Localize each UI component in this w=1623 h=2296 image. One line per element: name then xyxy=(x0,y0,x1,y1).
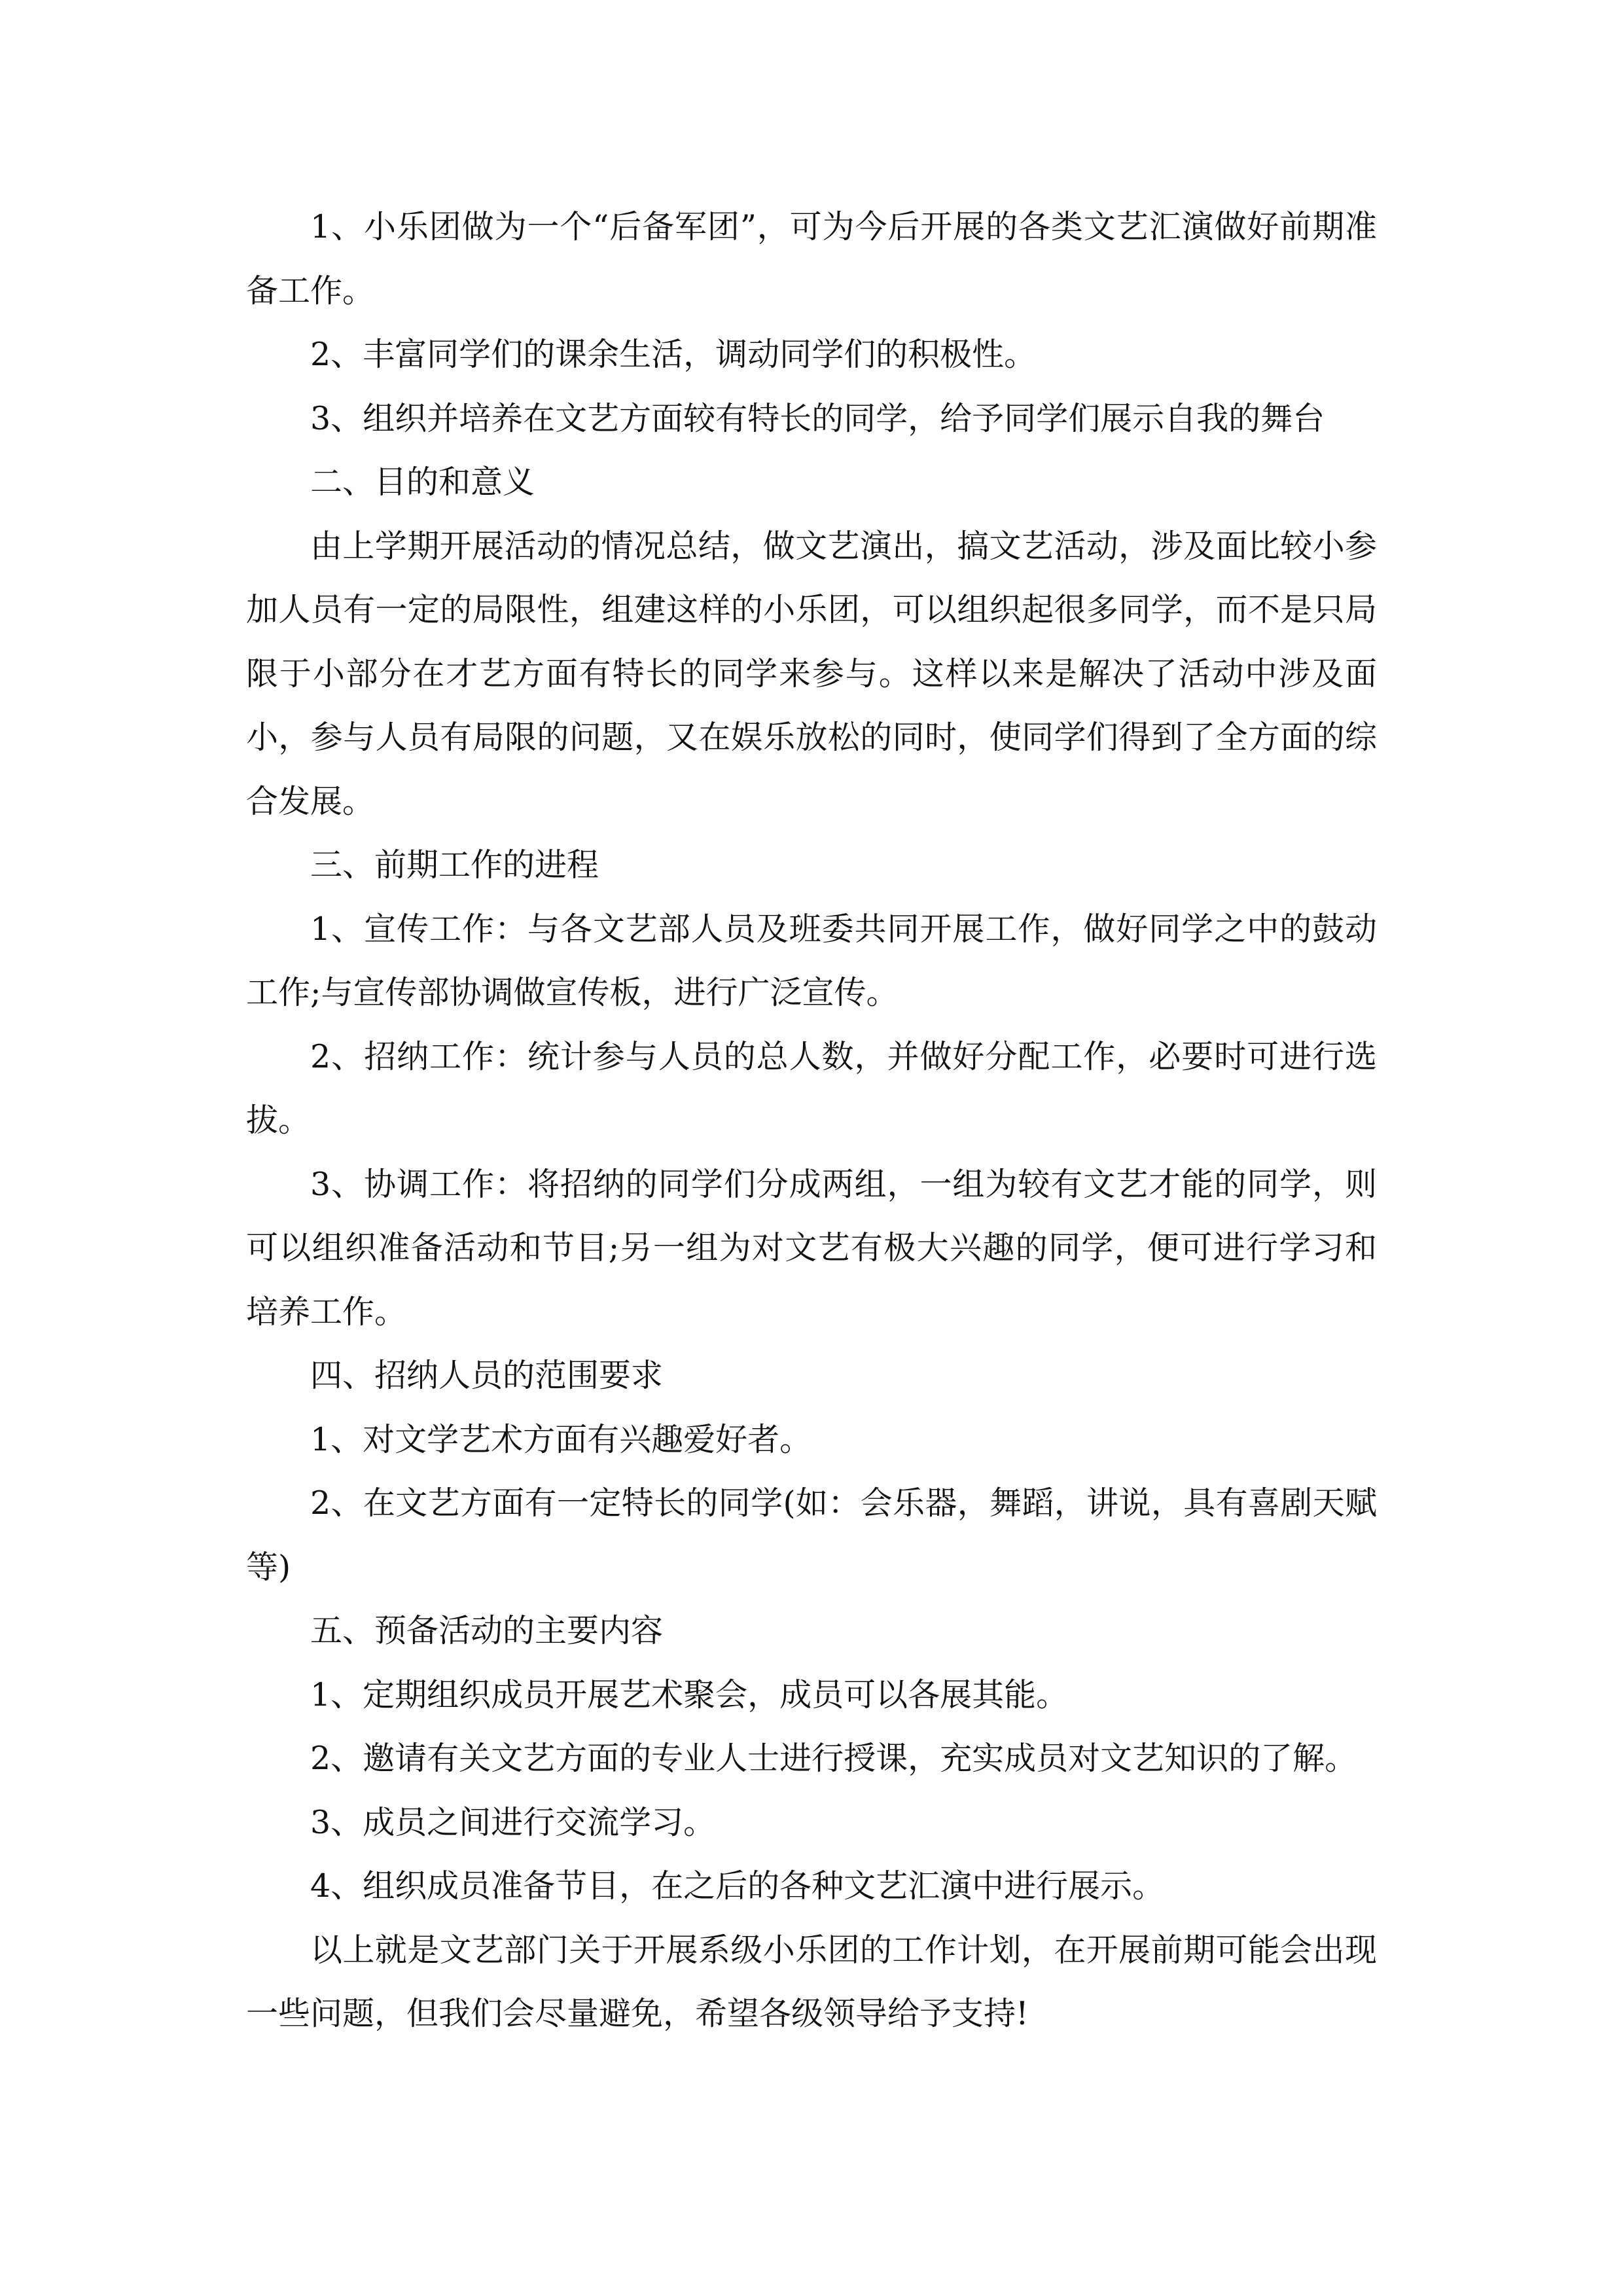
paragraph-process-1: 1、宣传工作：与各文艺部人员及班委共同开展工作，做好同学之中的鼓动工作;与宣传部协调做宣传板，进行广泛宣传。 xyxy=(246,910,1377,1011)
paragraph-requirement-1: 1、对文学艺术方面有兴趣爱好者。 xyxy=(310,1420,812,1458)
paragraph-process-2: 2、招纳工作：统计参与人员的总人数，并做好分配工作，必要时可进行选拔。 xyxy=(246,1037,1377,1139)
section-heading-process: 三、前期工作的进程 xyxy=(310,846,599,884)
paragraph-requirement-2: 2、在文艺方面有一定特长的同学(如：会乐器，舞蹈，讲说，具有喜剧天赋等) xyxy=(246,1484,1377,1586)
section-heading-activities: 五、预备活动的主要内容 xyxy=(310,1612,664,1649)
paragraph-activity-1: 1、定期组织成员开展艺术聚会，成员可以各展其能。 xyxy=(310,1676,1069,1713)
paragraph-activity-4: 4、组织成员准备节目，在之后的各种文艺汇演中进行展示。 xyxy=(310,1867,1165,1905)
paragraph-goal-1: 1、小乐团做为一个“后备军团”，可为今后开展的各类文艺汇演做好前期准备工作。 xyxy=(246,208,1377,310)
paragraph-activity-2: 2、邀请有关文艺方面的专业人士进行授课，充实成员对文艺知识的了解。 xyxy=(310,1740,1357,1777)
paragraph-activity-3: 3、成员之间进行交流学习。 xyxy=(310,1803,716,1841)
paragraph-purpose: 由上学期开展活动的情况总结，做文艺演出，搞文艺活动，涉及面比较小参加人员有一定的局限性，组建这样的小乐团，可以组织起很多同学，而不是只局限于小部分在才艺方面有特长的同学来参与。这样以来是解决了活动中涉及面小，参与人员有局限的问题，又在娱乐放松的同时，使同学们得到了全方面的综合发展。 xyxy=(246,527,1377,820)
paragraph-process-3: 3、协调工作：将招纳的同学们分成两组，一组为较有文艺才能的同学，则可以组织准备活动和节目;另一组为对文艺有极大兴趣的同学，便可进行学习和培养工作。 xyxy=(246,1165,1377,1331)
section-heading-purpose: 二、目的和意义 xyxy=(310,463,535,501)
paragraph-goal-2: 2、丰富同学们的课余生活，调动同学们的积极性。 xyxy=(310,336,1037,373)
paragraph-conclusion: 以上就是文艺部门关于开展系级小乐团的工作计划，在开展前期可能会出现一些问题，但我们会尽量避免，希望各级领导给予支持! xyxy=(246,1931,1377,2032)
paragraph-goal-3: 3、组织并培养在文艺方面较有特长的同学，给予同学们展示自我的舞台 xyxy=(310,399,1325,437)
section-heading-requirements: 四、招纳人员的范围要求 xyxy=(310,1357,664,1394)
document-body xyxy=(246,195,1377,2046)
